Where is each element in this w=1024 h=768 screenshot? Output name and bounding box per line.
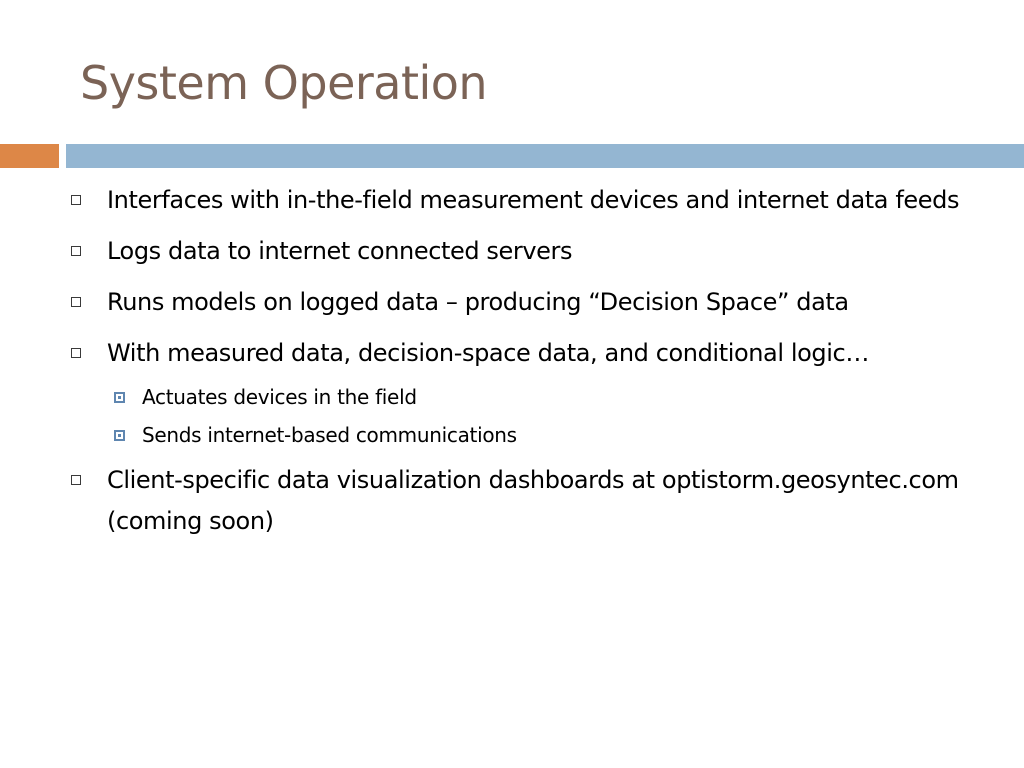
bullet-item <box>70 460 970 542</box>
sub-bullet-text: Actuates devices in the field <box>142 385 417 409</box>
bullet-item <box>70 282 970 323</box>
sub-bullet-text: Sends internet-based communications <box>142 423 517 447</box>
accent-bar-orange <box>0 144 59 168</box>
bullet-text: Logs data to internet connected servers <box>107 237 573 265</box>
slide-title: System Operation <box>80 56 488 110</box>
bullet-item <box>70 333 970 374</box>
hollow-square-icon <box>71 195 81 205</box>
bullet-text: Interfaces with in-the-field measurement devices and internet data feeds <box>107 186 960 214</box>
bullet-item <box>70 180 970 221</box>
bullet-list <box>70 180 970 552</box>
bullet-item <box>70 231 970 272</box>
bullet-text: With measured data, decision-space data, and conditional logic… <box>107 339 869 367</box>
hollow-square-icon <box>71 297 81 307</box>
sub-bullet-item <box>70 380 970 414</box>
bullet-text: Client-specific data visualization dashboards at optistorm.geosyntec.com (coming soon) <box>107 466 959 535</box>
filled-square-icon <box>114 392 125 403</box>
filled-square-icon <box>114 430 125 441</box>
hollow-square-icon <box>71 246 81 256</box>
bullet-text: Runs models on logged data – producing “Decision Space” data <box>107 288 849 316</box>
hollow-square-icon <box>71 348 81 358</box>
sub-bullet-item <box>70 418 970 452</box>
hollow-square-icon <box>71 475 81 485</box>
accent-bar-blue <box>66 144 1024 168</box>
